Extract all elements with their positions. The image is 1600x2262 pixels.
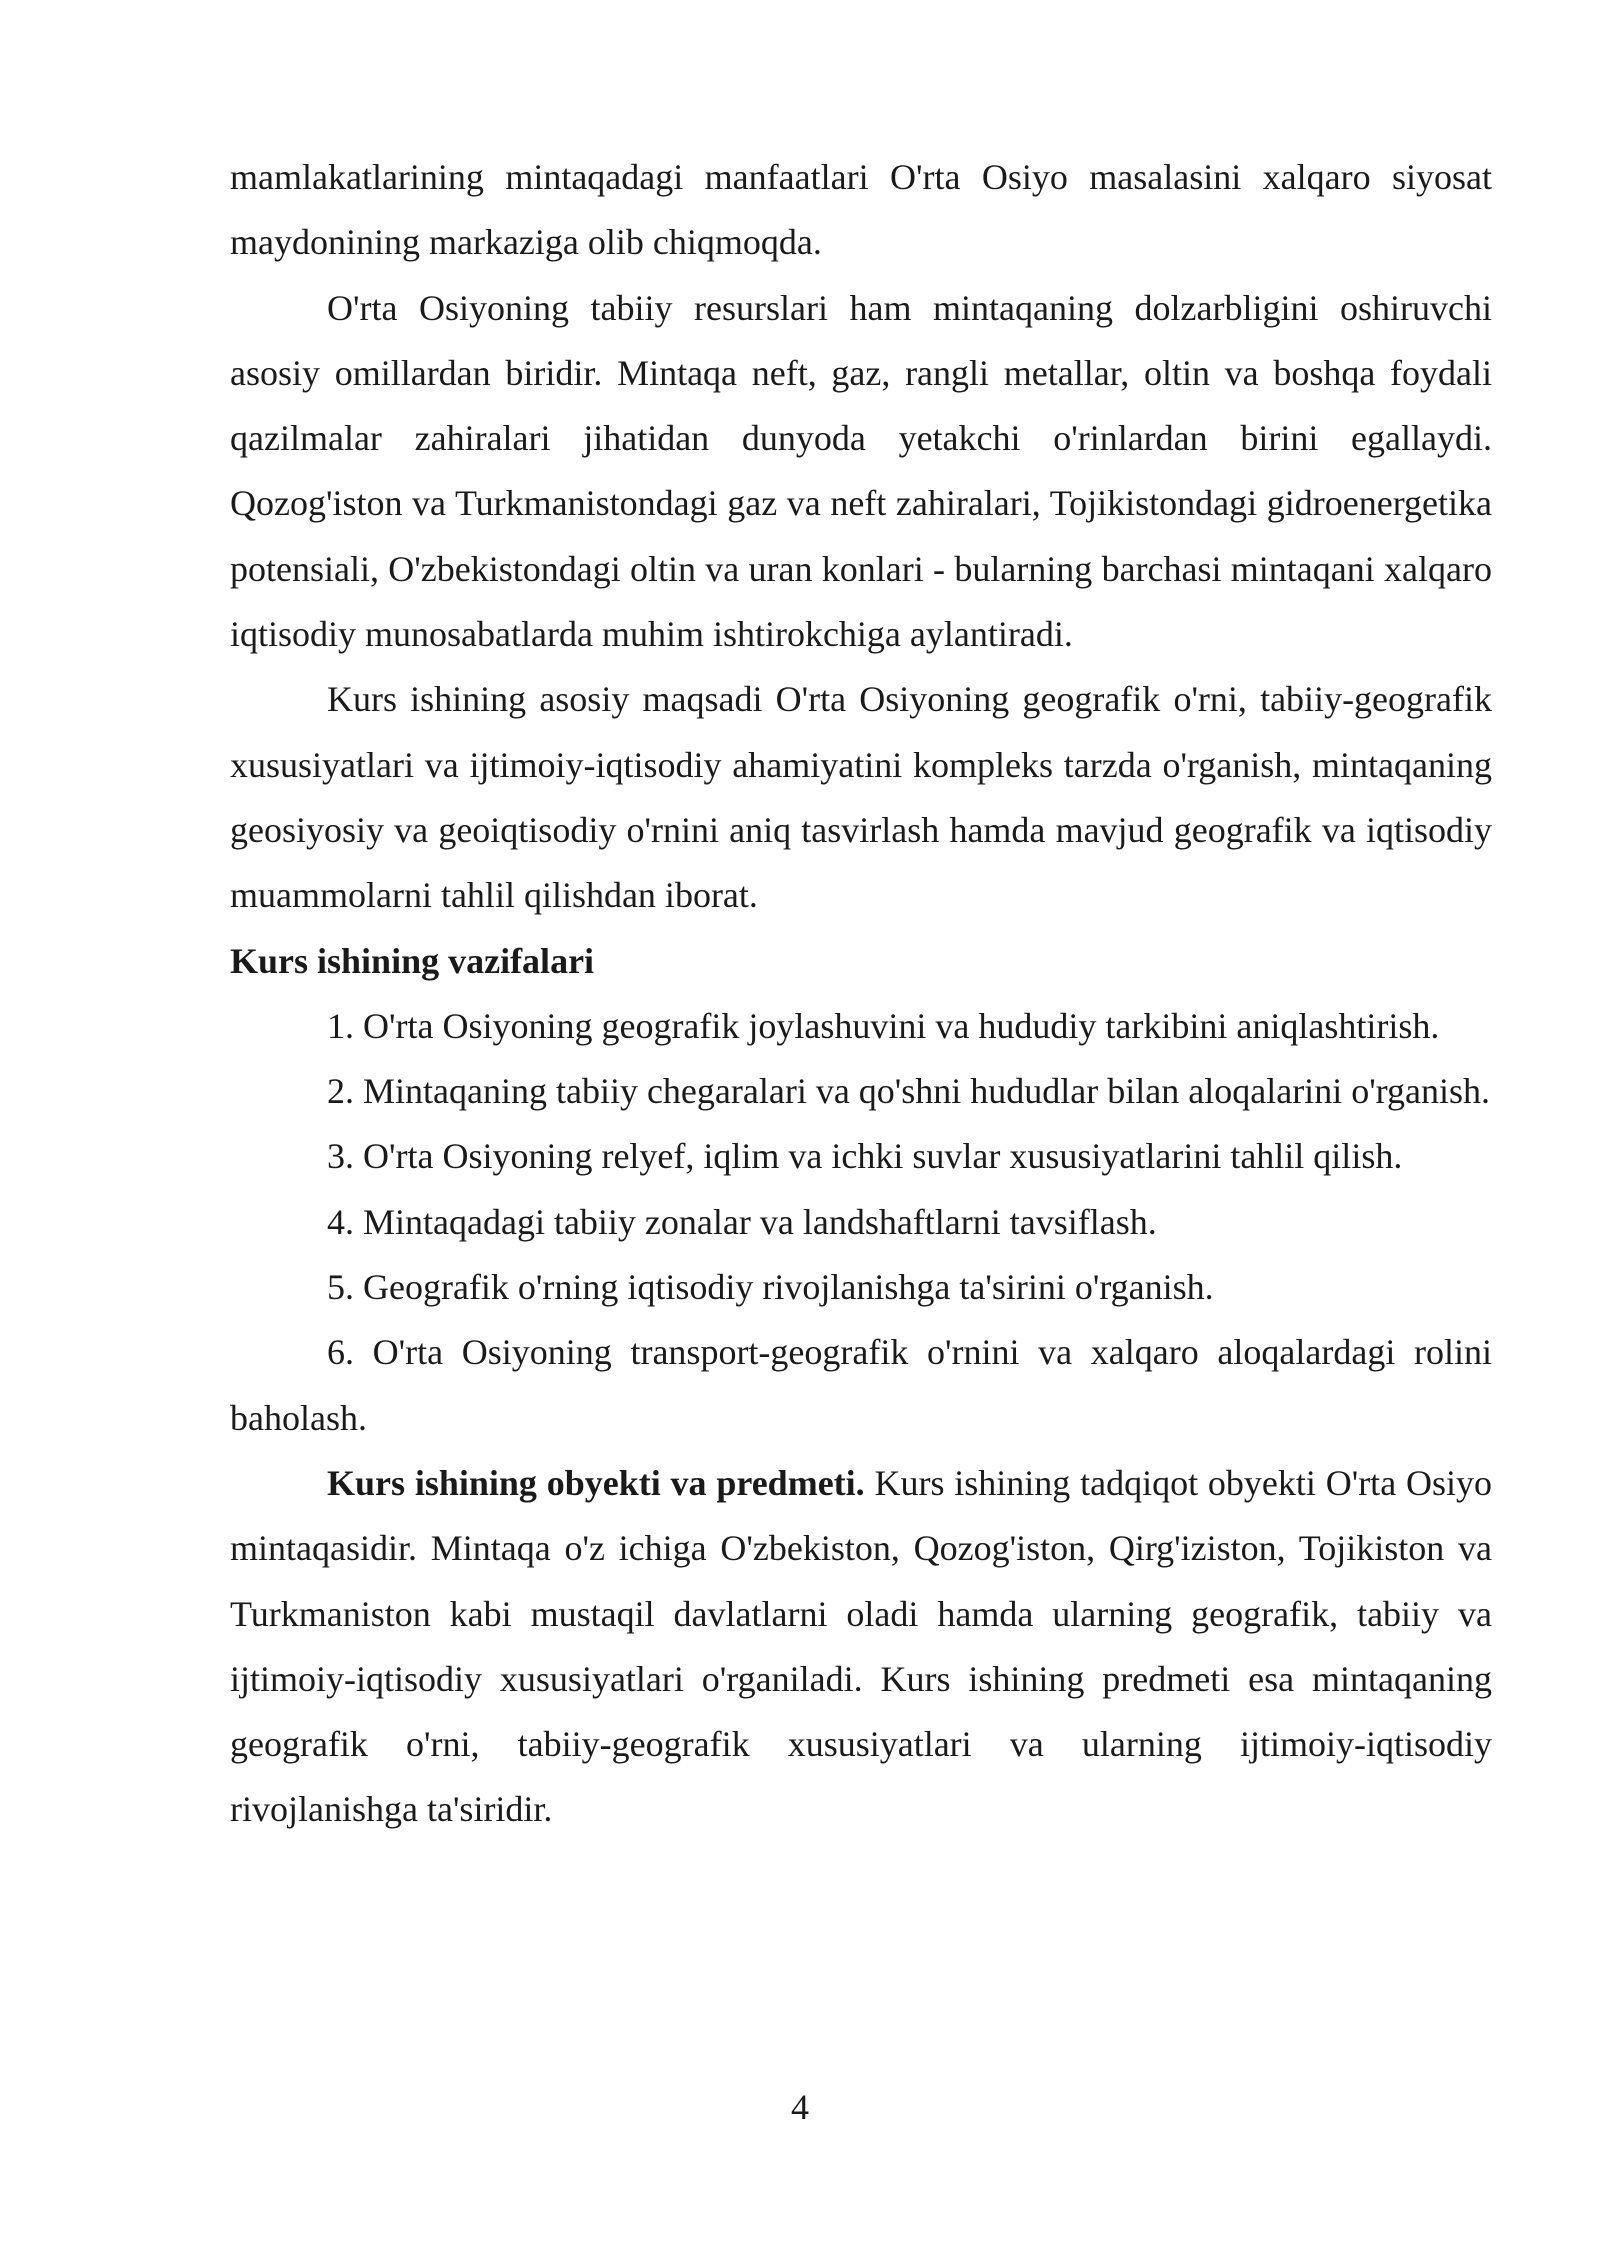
- task-item: 4. Mintaqadagi tabiiy zonalar va landshaftlarni tavsiflash.: [327, 1201, 1157, 1242]
- object-subject-text: Kurs ishining tadqiqot obyekti O'rta Osiyo mintaqasidir. Mintaqa o'z ichiga O'zbekiston, Qozog'iston, Qirg'iziston, Tojikiston va Turkmaniston kabi mustaqil davlatlarni oladi hamda ularning geografik, tabiiy va ijtimoiy-iqtisodiy xususiyatlari o'rganiladi. Kurs ishining predmeti esa mintaqaning geografik o'rni, tabiiy-geografik xususiyatlari va ularning ijtimoiy-iqtisodiy rivojlanishga ta'siridir.: [230, 1462, 1492, 1830]
- task-item: 3. O'rta Osiyoning relyef, iqlim va ichki suvlar xususiyatlarini tahlil qilish.: [327, 1136, 1403, 1177]
- task-item: 6. O'rta Osiyoning transport-geografik o'rnini va xalqaro aloqalardagi rolini baholash.: [230, 1332, 1492, 1438]
- task-item: 2. Mintaqaning tabiiy chegaralari va qo'shni hududlar bilan aloqalarini o'rganish.: [327, 1071, 1491, 1112]
- paragraph-object-subject: [230, 1451, 1492, 1843]
- task-item: 5. Geografik o'rning iqtisodiy rivojlanishga ta'sirini o'rganish.: [327, 1267, 1214, 1308]
- paragraph-course-goal: Kurs ishining asosiy maqsadi O'rta Osiyoning geografik o'rni, tabiiy-geografik xususiyatlari va ijtimoiy-iqtisodiy ahamiyatini kompleks tarzda o'rganish, mintaqaning geosiyosiy va geoiqtisodiy o'rnini aniq tasvirlash hamda mavjud geografik va iqtisodiy muammolarni tahlil qilishdan iborat.: [230, 679, 1492, 916]
- paragraph-natural-resources: O'rta Osiyoning tabiiy resurslari ham mintaqaning dolzarbligini oshiruvchi asosiy omillardan biridir. Mintaqa neft, gaz, rangli metallar, oltin va boshqa foydali qazilmalar zahiralari jihatidan dunyoda yetakchi o'rinlardan birini egallaydi. Qozog'iston va Turkmanistondagi gaz va neft zahiralari, Tojikistondagi gidroenergetika potensiali, O'zbekistondagi oltin va uran konlari - bularning barchasi mintaqani xalqaro iqtisodiy munosabatlarda muhim ishtirokchiga aylantiradi.: [230, 287, 1492, 655]
- page-number: 4: [791, 2087, 809, 2127]
- paragraph-continuation: mamlakatlarining mintaqadagi manfaatlari O'rta Osiyo masalasini xalqaro siyosat maydonining markaziga olib chiqmoqda.: [230, 157, 1492, 263]
- task-item: 1. O'rta Osiyoning geografik joylashuvini va hududiy tarkibini aniqlashtirish.: [327, 1005, 1440, 1046]
- tasks-heading: Kurs ishining vazifalari: [230, 940, 595, 981]
- object-subject-lead: Kurs ishining obyekti va predmeti.: [327, 1462, 865, 1503]
- page-content: [230, 145, 1492, 1843]
